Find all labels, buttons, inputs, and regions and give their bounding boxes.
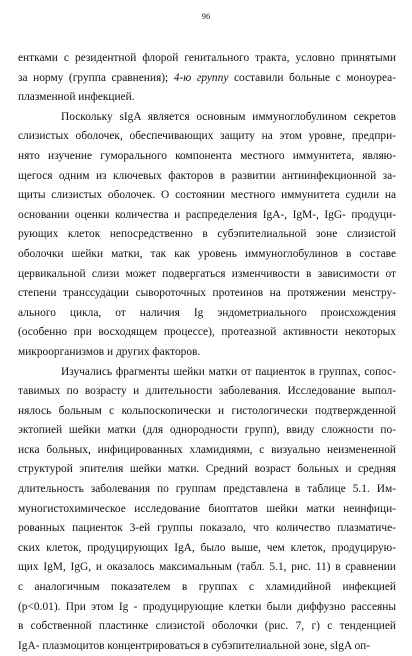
- text-line: эктопией шейки матки (для однородности групп), ввиду сложности по-: [18, 421, 396, 441]
- text-line: слизистых оболочек, обеспечивающих защиту на этом уровне, предпри-: [18, 127, 396, 147]
- text-line: щих IgM, IgG, и оказалось максимальным (табл. 5.1, рис. 11) в сравнении: [18, 558, 396, 578]
- text-line: плазменной инфекцией.: [18, 88, 396, 108]
- text-line: IgA- плазмоцитов концентрироваться в субэпителиальной зоне, sIgA оп-: [18, 637, 396, 656]
- text-line: рованных пациенток 3-ей группы показало, что количество плазматиче-: [18, 519, 396, 539]
- text-line: (особенно при восходящем процессе), протеазной активности некоторых: [18, 323, 396, 343]
- text-line: ских клеток, продуцирующих IgA, было выше, чем клеток, продуцирую-: [18, 539, 396, 559]
- text-line: структурой эпителия шейки матки. Средний возраст больных и средняя: [18, 460, 396, 480]
- body-text: [18, 49, 396, 656]
- text-line: Поскольку sIgA является основным иммуноглобулином секретов: [18, 108, 396, 128]
- text-line: ентками с резидентной флорой генитального тракта, условно принятыми: [18, 49, 396, 69]
- text-line: в собственной пластинке слизистой оболочки (рис. 7, г) с тенденцией: [18, 617, 396, 637]
- text-line: нято изучение гуморального компонента местного иммунитета, являю-: [18, 147, 396, 167]
- text-line: нялось больным с кольпоскопически и гистологически подтвержденной: [18, 402, 396, 422]
- text-line: (p<0.01). При этом Ig - продуцирующие клетки были диффузно рассеяны: [18, 598, 396, 618]
- text-line: степени транссудации сывороточных протеинов на протяжении менстру-: [18, 284, 396, 304]
- text-line: щиты слизистых оболочек. О состоянии местного иммунитета судили на: [18, 186, 396, 206]
- text-line: основании оценки количества и распределения IgA-, IgM-, IgG- продуци-: [18, 206, 396, 226]
- text-line: оболочки шейки матки, так как уровень иммуноглобулинов в составе: [18, 245, 396, 265]
- text-line: рующих клеток непосредственно в субэпителиальной зоне слизистой: [18, 225, 396, 245]
- text-line: муногистохимическое исследование биоптатов шейки матки неинфици-: [18, 500, 396, 520]
- text-line: иска больных, инфицированных хламидиями, с визуально неизмененной: [18, 441, 396, 461]
- text-line: микроорганизмов и других факторов.: [18, 343, 396, 363]
- paragraph: [18, 363, 396, 656]
- text-line: длительность заболевания по группам представлена в таблице 5.1. Им-: [18, 480, 396, 500]
- text-line: с аналогичным показателем в группах с хламидийной инфекцией: [18, 578, 396, 598]
- paragraph: [18, 49, 396, 108]
- text-line: ального цикла, от наличия Ig эндометриального происхождения: [18, 304, 396, 324]
- text-line: цервикальной слизи может подвергаться изменчивости в зависимости от: [18, 265, 396, 285]
- text-line: за норму (группа сравнения); 4-ю группу составили больные с моноуреа-: [18, 69, 396, 89]
- text-line: тавимых по возрасту и длительности заболевания. Исследование выпол-: [18, 382, 396, 402]
- paragraph: [18, 108, 396, 363]
- text-line: Изучались фрагменты шейки матки от пациенток в группах, сопос-: [18, 363, 396, 383]
- text-line: щегося одним из ключевых факторов в развитии антиинфекционной за-: [18, 167, 396, 187]
- page-number: 96: [0, 11, 412, 21]
